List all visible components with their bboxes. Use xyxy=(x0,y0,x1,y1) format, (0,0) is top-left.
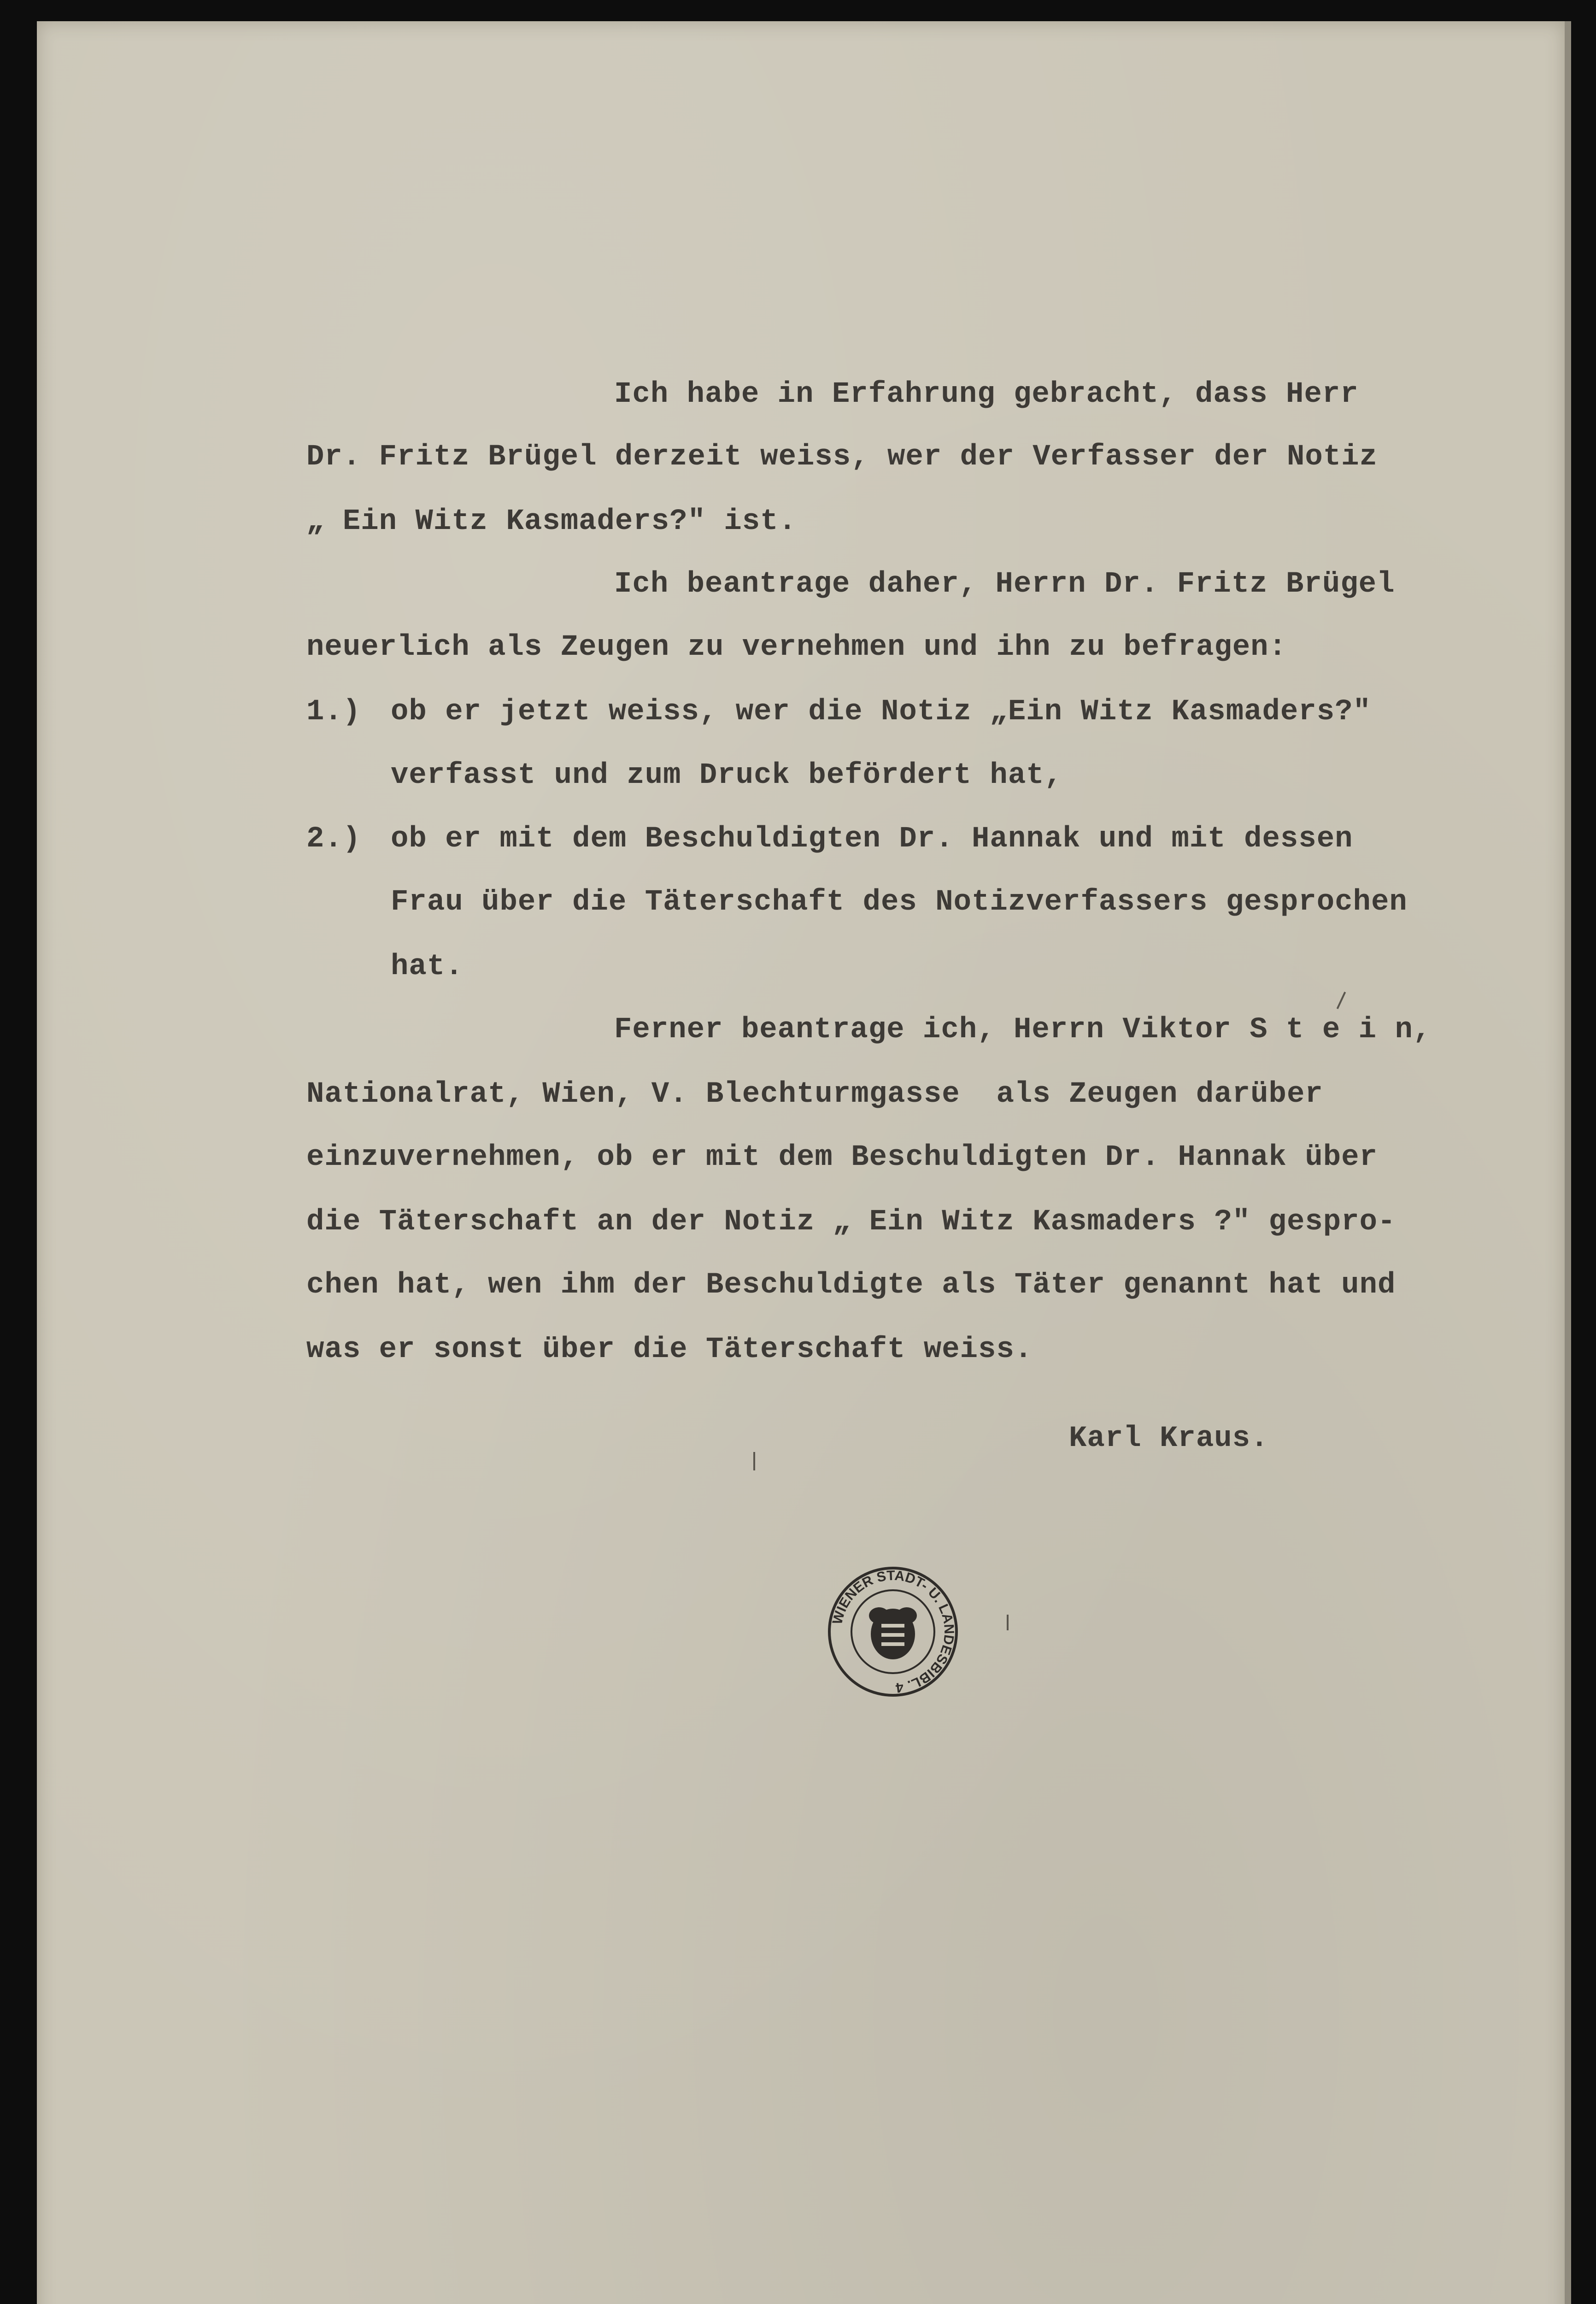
typed-letter xyxy=(37,21,1565,2304)
paragraph1-line3: „ Ein Witz Kasmaders?" ist. xyxy=(306,505,797,538)
paper-sheet xyxy=(37,21,1565,2304)
paragraph3-line5: chen hat, wen ihm der Beschuldigte als Täter genannt hat und xyxy=(306,1269,1396,1302)
item2-line2: Frau über die Täterschaft des Notizverfassers gesprochen xyxy=(391,886,1408,919)
paragraph3-line6: was er sonst über die Täterschaft weiss. xyxy=(306,1333,1033,1366)
paragraph3-line2: Nationalrat, Wien, V. Blechturmgasse als Zeugen darüber xyxy=(306,1078,1323,1111)
item2-number: 2.) xyxy=(306,823,361,856)
item2-line3: hat. xyxy=(391,950,464,983)
paragraph3-line3: einzuvernehmen, ob er mit dem Beschuldigten Dr. Hannak über xyxy=(306,1141,1378,1174)
typewriter-mark xyxy=(753,1452,755,1470)
paragraph1-line1: Ich habe in Erfahrung gebracht, dass Herr xyxy=(614,378,1359,411)
paper-edge xyxy=(1565,21,1571,2304)
paragraph3-line1: Ferner beantrage ich, Herrn Viktor S t e i n, xyxy=(614,1013,1432,1046)
typewriter-mark xyxy=(1337,992,1346,1009)
library-stamp xyxy=(826,1565,960,1699)
item1-line1: ob er jetzt weiss, wer die Notiz „Ein Witz Kasmaders?" xyxy=(391,695,1371,729)
item1-line2: verfasst und zum Druck befördert hat, xyxy=(391,759,1063,792)
typewriter-mark xyxy=(1007,1615,1009,1630)
item1-number: 1.) xyxy=(306,695,361,729)
svg-text:WIENER STADT- U. LANDESBIBL. 4: WIENER STADT- U. LANDESBIBL. 4 xyxy=(829,1568,957,1696)
paragraph3-line4: die Täterschaft an der Notiz „ Ein Witz Kasmaders ?" gespro- xyxy=(306,1205,1396,1239)
paragraph1-line2: Dr. Fritz Brügel derzeit weiss, wer der Verfasser der Notiz xyxy=(306,441,1378,474)
paragraph2-line1: Ich beantrage daher, Herrn Dr. Fritz Brügel xyxy=(614,568,1395,601)
paragraph2-line2: neuerlich als Zeugen zu vernehmen und ihn zu befragen: xyxy=(306,631,1287,664)
item2-line1: ob er mit dem Beschuldigten Dr. Hannak und mit dessen xyxy=(391,823,1353,856)
signature: Karl Kraus. xyxy=(1069,1422,1269,1455)
